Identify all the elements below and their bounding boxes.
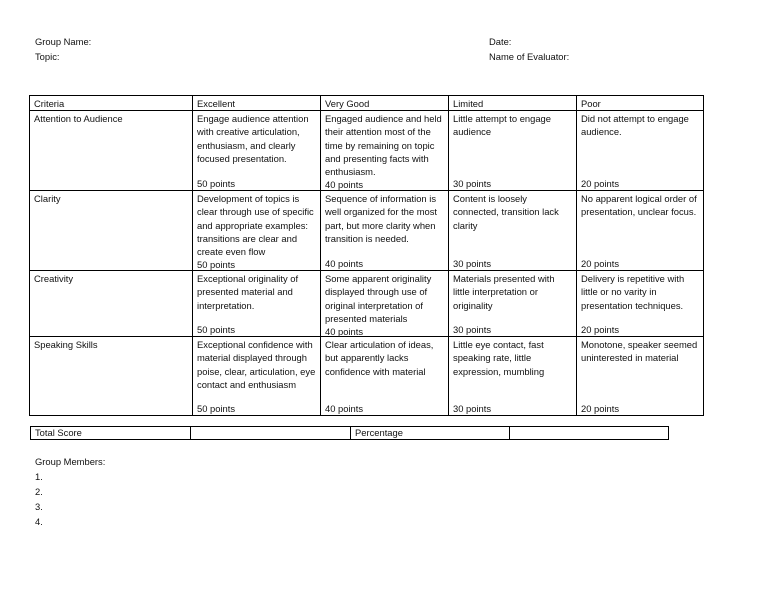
cell-description: Development of topics is clear through use of specific and appropriate examples: transitions are clear and create even flow [197, 193, 314, 258]
date-label: Date: [489, 36, 512, 47]
cell-points: 30 points [453, 258, 492, 269]
cell-points: 20 points [581, 178, 620, 189]
cell-description: Did not attempt to engage audience. [581, 113, 689, 138]
header-right [489, 34, 569, 64]
cell-points: 50 points [197, 403, 236, 414]
criteria-cell: Clarity [30, 191, 193, 271]
total-score-value[interactable] [191, 427, 351, 440]
cell-description: Sequence of information is well organized for the most part, but more clarity when transition is needed. [325, 193, 438, 244]
total-score-label: Total Score [31, 427, 191, 440]
column-header-excellent: Excellent [193, 96, 321, 111]
cell-points: 40 points [325, 403, 364, 414]
cell-points: 40 points [325, 326, 364, 338]
rubric-cell [449, 191, 577, 271]
cell-points: 40 points [325, 179, 364, 191]
cell-description: Content is loosely connected, transition lack clarity [453, 193, 559, 231]
evaluator-label: Name of Evaluator: [489, 51, 570, 62]
list-item: 3. [35, 501, 43, 512]
table-row [30, 337, 704, 416]
cell-points: 20 points [581, 403, 620, 414]
cell-points: 50 points [197, 324, 236, 335]
cell-description: No apparent logical order of presentation, unclear focus. [581, 193, 697, 218]
score-row [31, 427, 669, 440]
cell-description: Clear articulation of ideas, but apparently lacks confidence with material [325, 339, 434, 377]
column-header-criteria: Criteria [30, 96, 193, 111]
score-table [30, 426, 669, 440]
rubric-cell [321, 271, 449, 337]
table-row [30, 271, 704, 337]
group-members-label: Group Members: [35, 456, 106, 467]
table-row [30, 111, 704, 191]
rubric-cell [449, 337, 577, 416]
rubric-header-row [30, 96, 704, 111]
rubric-cell [321, 191, 449, 271]
rubric-cell [321, 337, 449, 416]
rubric-cell [193, 191, 321, 271]
criteria-cell: Attention to Audience [30, 111, 193, 191]
list-item: 4. [35, 516, 43, 527]
cell-description: Engage audience attention with creative articulation, enthusiasm, and clearly focused presentation. [197, 113, 309, 164]
cell-description: Some apparent originality displayed through use of original interpretation of presented materials [325, 273, 432, 324]
group-members [35, 454, 105, 529]
rubric-cell [577, 191, 704, 271]
rubric-cell [577, 111, 704, 191]
topic-label: Topic: [35, 51, 60, 62]
rubric-cell [193, 111, 321, 191]
rubric-cell [449, 271, 577, 337]
rubric-cell [577, 271, 704, 337]
cell-points: 20 points [581, 258, 620, 269]
group-name-label: Group Name: [35, 36, 92, 47]
rubric-cell [193, 337, 321, 416]
cell-description: Little attempt to engage audience [453, 113, 551, 138]
cell-description: Exceptional confidence with material displayed through poise, clear, articulation, eye contact and enthusiasm [197, 339, 316, 390]
criteria-cell: Creativity [30, 271, 193, 337]
percentage-value[interactable] [510, 427, 669, 440]
rubric-cell [449, 111, 577, 191]
cell-description: Materials presented with little interpretation or originality [453, 273, 555, 311]
criteria-cell: Speaking Skills [30, 337, 193, 416]
rubric-cell [321, 111, 449, 191]
cell-description: Monotone, speaker seemed uninterested in material [581, 339, 698, 364]
list-item: 1. [35, 471, 43, 482]
column-header-poor: Poor [577, 96, 704, 111]
table-row [30, 191, 704, 271]
cell-description: Delivery is repetitive with little or no varity in presentation techniques. [581, 273, 685, 311]
cell-points: 30 points [453, 403, 492, 414]
cell-points: 50 points [197, 178, 236, 189]
rubric-cell [577, 337, 704, 416]
cell-points: 30 points [453, 324, 492, 335]
cell-points: 20 points [581, 324, 620, 335]
cell-description: Exceptional originality of presented material and interpretation. [197, 273, 299, 311]
cell-description: Engaged audience and held their attention most of the time by remaining on topic and presenting facts with enthusiasm. [325, 113, 442, 178]
list-item: 2. [35, 486, 43, 497]
column-header-limited: Limited [449, 96, 577, 111]
cell-points: 50 points [197, 259, 236, 271]
rubric-table [29, 95, 704, 416]
cell-points: 40 points [325, 258, 364, 269]
percentage-label: Percentage [351, 427, 510, 440]
cell-description: Little eye contact, fast speaking rate, little expression, mumbling [453, 339, 545, 377]
rubric-cell [193, 271, 321, 337]
header-left [35, 34, 91, 64]
cell-points: 30 points [453, 178, 492, 189]
column-header-very-good: Very Good [321, 96, 449, 111]
